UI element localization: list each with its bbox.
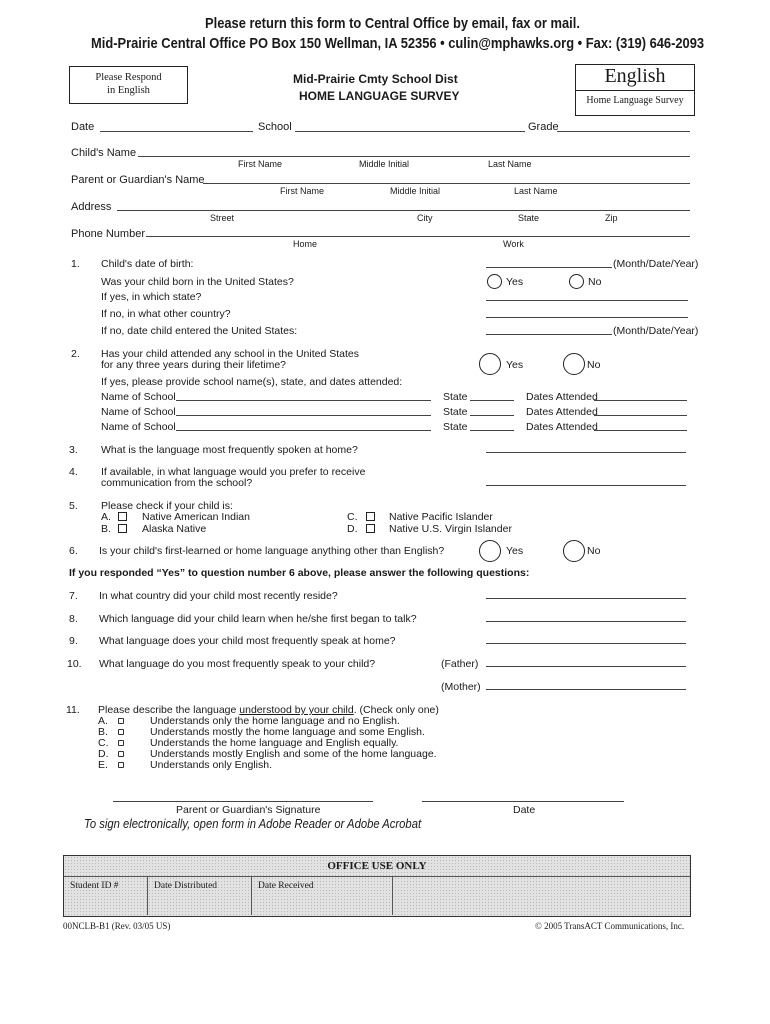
q2-dates-field-1[interactable] [594,400,687,401]
office-date-received-cell [252,876,393,915]
q4-number: 4. [69,466,78,478]
q1-date-entered-field[interactable] [486,334,612,335]
q2-dates-label-2: Dates Attended [526,406,598,418]
office-date-distributed-label: Date Distributed [154,881,218,891]
school-field[interactable] [295,131,525,132]
q5-a-text: Native American Indian [142,511,250,523]
q4-text-line1: If available, in what language would you prefer to receive [101,466,366,478]
signature-field[interactable] [113,801,373,802]
q5-text: Please check if your child is: [101,500,233,512]
q1-no-radio[interactable] [569,274,584,289]
q11-option-b-checkbox[interactable] [118,729,124,735]
q1-state-field[interactable] [486,300,688,301]
q7-answer-field[interactable] [486,598,686,599]
q6-text: Is your child's first-learned or home language anything other than English? [99,545,445,557]
q8-text: Which language did your child learn when he/she first began to talk? [99,613,417,625]
q1-which-state-text: If yes, in which state? [101,291,202,303]
survey-title: HOME LANGUAGE SURVEY [299,89,460,103]
q3-text: What is the language most frequently spoken at home? [101,444,358,456]
parent-name-label: Parent or Guardian's Name [71,174,205,186]
grade-field[interactable] [557,131,690,132]
header-contact-info: Mid-Prairie Central Office PO Box 150 Wellman, IA 52356 • culin@mphawks.org • Fax: (319) 646-2093 [91,35,705,52]
parent-first-name-caption: First Name [280,186,325,196]
q4-answer-field[interactable] [486,485,686,486]
q5-b-letter: B. [101,523,111,535]
q2-yes-radio[interactable] [479,353,501,375]
header-return-instructions: Please return this form to Central Office by email, fax or mail. [205,15,580,32]
q6-yes-label: Yes [506,545,524,557]
q5-c-checkbox[interactable] [366,512,375,521]
language-name: English [604,65,666,87]
form-code: 00NCLB-B1 (Rev. 03/05 US) [63,921,171,931]
q1-number: 1. [71,258,80,270]
q5-a-letter: A. [101,511,111,523]
signature-date-label: Date [513,804,536,816]
q11-text-underlined: understood by your child [239,704,354,716]
q6-number: 6. [69,545,78,557]
q2-yes-label: Yes [506,359,524,371]
language-box [575,64,695,116]
q11-option-e-letter: E. [98,759,108,771]
street-caption: Street [210,213,235,223]
q1-other-country-text: If no, in what other country? [101,308,231,320]
signature-label: Parent or Guardian's Signature [176,804,321,816]
child-name-field[interactable] [138,156,690,157]
q1-dob-field[interactable] [486,267,612,268]
q2-no-label: No [587,359,601,371]
q3-number: 3. [69,444,78,456]
q10-father-label: (Father) [441,658,479,670]
q1-born-us-text: Was your child born in the United States? [101,276,294,288]
q2-text-line1: Has your child attended any school in the United States [101,348,359,360]
q2-state-field-1[interactable] [470,400,514,401]
q2-state-label-2: State [443,406,468,418]
q2-dates-label-1: Dates Attended [526,391,598,403]
q2-dates-field-3[interactable] [594,430,687,431]
q6-no-radio[interactable] [563,540,585,562]
q5-c-text: Native Pacific Islander [389,511,493,523]
q4-text-line2: communication from the school? [101,477,253,489]
q2-school-label-3: Name of School [101,421,176,433]
home-phone-caption: Home [293,239,318,249]
parent-name-field[interactable] [203,183,690,184]
q2-no-radio[interactable] [563,353,585,375]
q10-text: What language do you most frequently speak to your child? [99,658,376,670]
date-label: Date [71,121,95,133]
esign-instructions: To sign electronically, open form in Adobe Reader or Adobe Acrobat [84,817,422,831]
parent-middle-initial-caption: Middle Initial [390,186,441,196]
q10-mother-field[interactable] [486,689,686,690]
respond-in-english-box [69,66,188,104]
q2-school-label-1: Name of School [101,391,176,403]
q11-option-b-text: Understands mostly the home language and some English. [150,726,425,738]
q11-option-c-letter: C. [98,737,109,749]
followup-instruction: If you responded “Yes” to question number 6 above, please answer the following questions: [69,567,530,579]
q2-text-line2: for any three years during their lifetime? [101,359,287,371]
q8-answer-field[interactable] [486,621,686,622]
q5-b-text: Alaska Native [142,523,207,535]
zip-caption: Zip [605,213,618,223]
q11-option-e-checkbox[interactable] [118,762,124,768]
q11-option-c-text: Understands the home language and English equally. [150,737,399,749]
q2-dates-label-3: Dates Attended [526,421,598,433]
child-middle-initial-caption: Middle Initial [359,159,410,169]
q11-text-before: Please describe the language [98,704,240,716]
q9-number: 9. [69,635,78,647]
q10-father-field[interactable] [486,666,686,667]
q1-text: Child's date of birth: [101,258,194,270]
q2-school-label-2: Name of School [101,406,176,418]
q2-state-field-2[interactable] [470,415,514,416]
q2-number: 2. [71,348,80,360]
q2-state-label-1: State [443,391,468,403]
q1-yes-label: Yes [506,276,524,288]
district-name: Mid-Prairie Cmty School Dist [293,72,458,86]
q9-answer-field[interactable] [486,643,686,644]
q5-b-checkbox[interactable] [118,524,127,533]
respond-line2: in English [107,85,150,96]
q5-a-checkbox[interactable] [118,512,127,521]
signature-date-field[interactable] [422,801,624,802]
q2-instructions: If yes, please provide school name(s), state, and dates attended: [101,376,403,388]
q11-option-a-letter: A. [98,715,108,727]
q1-date-format: (Month/Date/Year) [613,258,699,270]
q2-school-field-1[interactable] [176,400,431,401]
office-student-id-label: Student ID # [70,881,119,891]
state-caption: State [518,213,540,223]
phone-label: Phone Number [71,228,145,240]
q6-yes-radio[interactable] [479,540,501,562]
office-date-received-label: Date Received [258,881,314,891]
city-caption: City [417,213,433,223]
q2-school-field-3[interactable] [176,430,431,431]
q11-option-a-checkbox[interactable] [118,718,124,724]
q1-country-field[interactable] [486,317,688,318]
q5-d-letter: D. [347,523,358,535]
q7-number: 7. [69,590,78,602]
office-use-title: OFFICE USE ONLY [327,860,427,872]
work-phone-caption: Work [503,239,524,249]
grade-label: Grade [528,121,559,133]
q2-school-field-2[interactable] [176,415,431,416]
q10-number: 10. [67,658,82,670]
q11-option-b-letter: B. [98,726,108,738]
q11-text-after: . (Check only one) [353,704,439,716]
phone-field[interactable] [146,236,690,237]
q11-option-d-text: Understands mostly English and some of the home language. [150,748,437,760]
q7-text: In what country did your child most recently reside? [99,590,338,602]
q5-c-letter: C. [347,511,358,523]
q1-no-label: No [588,276,602,288]
q3-answer-field[interactable] [486,452,686,453]
office-use-only-box [63,855,691,917]
office-student-id-cell [64,876,148,915]
q11-number: 11. [66,704,80,716]
q11-option-e-text: Understands only English. [150,759,272,771]
q10-mother-label: (Mother) [441,681,481,693]
school-label: School [258,121,292,133]
q5-d-checkbox[interactable] [366,524,375,533]
q5-d-text: Native U.S. Virgin Islander [389,523,512,535]
q8-number: 8. [69,613,78,625]
q11-option-a-text: Understands only the home language and no English. [150,715,400,727]
address-label: Address [71,201,112,213]
q1-date-entered-text: If no, date child entered the United States: [101,325,298,337]
q1-yes-radio[interactable] [487,274,502,289]
q2-state-label-3: State [443,421,468,433]
q11-option-c-checkbox[interactable] [118,740,124,746]
q11-option-d-checkbox[interactable] [118,751,124,757]
q6-no-label: No [587,545,601,557]
child-first-name-caption: First Name [238,159,283,169]
language-subtitle: Home Language Survey [586,95,684,106]
child-name-label: Child's Name [71,147,137,159]
date-field[interactable] [100,131,253,132]
q2-state-field-3[interactable] [470,430,514,431]
child-last-name-caption: Last Name [488,159,532,169]
respond-line1: Please Respond [95,72,162,83]
q2-dates-field-2[interactable] [594,415,687,416]
copyright: © 2005 TransACT Communications, Inc. [535,921,685,931]
address-field[interactable] [117,210,690,211]
q1-date-format-2: (Month/Date/Year) [613,325,699,337]
office-date-distributed-cell [148,876,252,915]
q9-text: What language does your child most frequently speak at home? [99,635,396,647]
parent-last-name-caption: Last Name [514,186,558,196]
q5-number: 5. [69,500,78,512]
q11-option-d-letter: D. [98,748,109,760]
